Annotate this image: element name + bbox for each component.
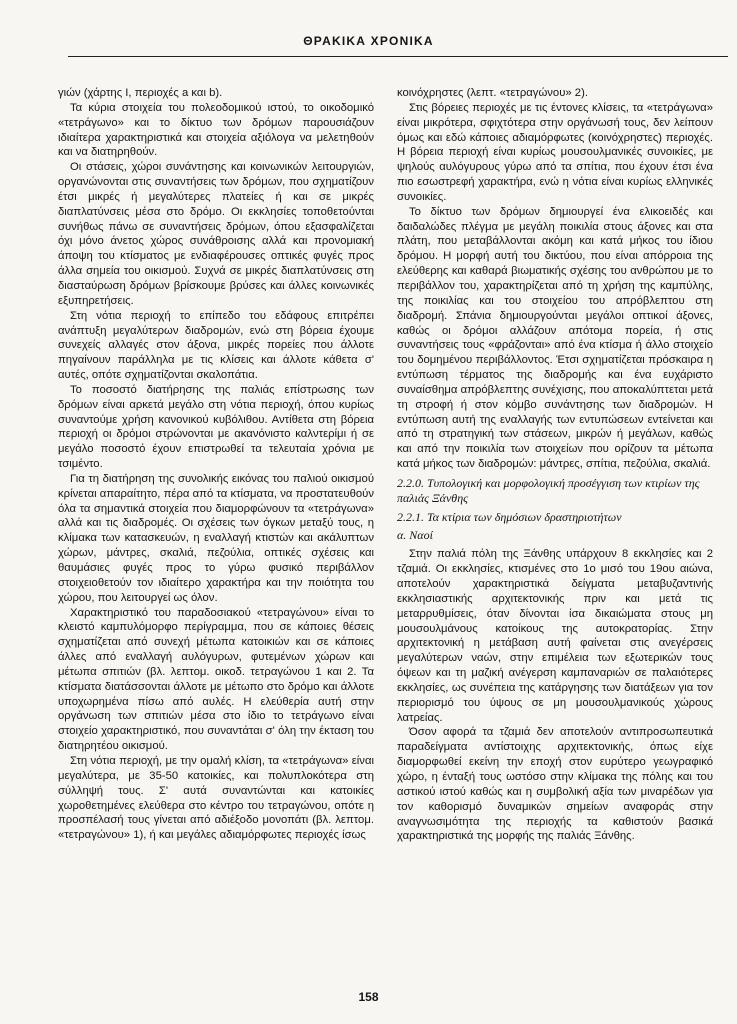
paragraph: Για τη διατήρηση της συνολικής εικόνας του παλιού οικισμού κρίνεται απαραίτητο, πέρα από τα κτίσματα, να προστατευθούν όλα τα σημαντικά στοιχεία που διαμορφώνουν τα «τετράγωνα» αλλά και τις διαδρομές. Οι σχέσεις των όγκων μεταξύ τους, η κλίμακα των κατασκευών, η εναλλαγή κτιστών και ακάλυπτων χώρων, μάντρες, σκαλιά, πεζούλια, οπτικές σχέσεις και θαυμάσιες φυγές προς το γύρω φυσικό περιβάλλον στοιχειοθετούν τον ιδιαίτερο χαρακτήρα και την ποιότητα του χώρου, που λειτουργεί ως όλον. <box>58 472 374 604</box>
paragraph: Στις βόρειες περιοχές με τις έντονες κλίσεις, τα «τετράγωνα» είναι μικρότερα, σφιχτότερα στην οργάνωσή τους, δεν λείπουν όμως και εδώ κάποιες αδιαμόρφωτες (κοινόχρηστες) περιοχές. Η βόρεια περιοχή είναι κυρίως μουσουλμανικές συνοικίες, με ψηλούς αυλόγυρους γύρω από τα σπίτια, που έχουν έτσι ένα πιο εσωστρεφή χαρακτήρα, ενώ η νότια είναι κυρίως ελληνικές συνοικίες. <box>397 101 713 203</box>
paragraph: Χαρακτηριστικό του παραδοσιακού «τετραγώνου» είναι το κλειστό καμπυλόμορφο περίγραμμα, που σε κάποιες θέσεις σχηματίζεται από συνεχή μέτωπα κατοικιών και σε κάποιες άλλες από εναλλαγή αυλόγυρων, φυτεμένων χώρων και μέτωπα σπιτιών (βλ. λεπτομ. οικοδ. τετραγώνου 1 και 2. Τα κτίσματα διατάσσονται άλλοτε με μέτωπο στο δρόμο και άλλοτε υποχωρημένα πίσω από αυλές. Η ελεύθερία αυτή στην οργάνωση των σπιτιών μέσα στο ίδιο το τετράγωνο είναι στοιχείο χαρακτηριστικό, που συναντάται σ' όλη την έκταση του διατηρητέου οικισμού. <box>58 606 374 753</box>
paragraph: Οι στάσεις, χώροι συνάντησης και κοινωνικών λειτουργιών, οργανώνονται στις συναντήσεις των δρόμων, που σχηματίζουν έτσι μικρές ή μεγαλύτερες πλατείες ή και σε μικρές διαπλατύνσεις μέσα στο δρόμο. Οι εκκλησίες τοποθετούνται συνήθως πάνω σε συναντήσεις δρόμων, όπου εξασφαλίζεται όχι μόνο άνετος χώρος συνάθροισης αλλά και προνομιακή άποψη του κτίσματος με ενδιαφέρουσες οπτικές φυγές προς άλλα σημεία του οικισμού. Συχνά σε μικρές διαπλατύνσεις στη διασταύρωση δρόμων βρίσκουμε βρύσες και άλλες κοινωνικές εξυπηρετήσεις. <box>58 161 374 307</box>
paragraph: Όσον αφορά τα τζαμιά δεν αποτελούν αντιπροσωπευτικά παραδείγματα αντίστοιχης αρχιτεκτονικής, όπως είχε διαμορφωθεί εκείνη την εποχή στον ευρύτερο γεωγραφικό χώρο, η ένταξή τους ωστόσο στην κλίμακα της πόλης και του αστικού ιστού καθώς και η συμβολική αξία των μιναρέδων για τον καθορισμό δυναμικών σημείων αναφοράς στην αναγνωσιμότητα της περιοχής τα καθιστούν βασικά χαρακτηριστικά της μορφής της παλιάς Ξάνθης. <box>397 726 713 843</box>
subsection-heading: 2.2.1. Τα κτίρια των δημόσιων δραστηριοτήτων <box>397 509 622 524</box>
right-column <box>397 86 713 844</box>
paragraph: κοινόχρηστες (λεπτ. «τετραγώνου» 2). <box>397 87 588 99</box>
paragraph: Στη νότια περιοχή το επίπεδο του εδάφους επιτρέπει ανάπτυξη μεγαλύτερων διαδρομών, ενώ στη βόρεια έχουμε συνεχείς αλλαγές στον άξονα, μικρές πορείες που άλλοτε πηγαίνουν παράλληλα με τις κλίσεις και άλλοτε κάθετα σ' αυτές, οπότε σχηματίζονται σκαλοπάτια. <box>58 309 374 382</box>
paragraph: Το δίκτυο των δρόμων δημιουργεί ένα ελικοειδές και δαιδαλώδες πλέγμα με μεγάλη ποικιλία στους άξονες και στα πλάτη, που μεταβάλλονται ακόμη και κατά μήκος του ίδιου δρόμου. Η μορφή αυτή του δικτύου, που είναι απόρροια της ελεύθερης και καθαρά βιωματικής σχέσης του ανθρώπου με το περιβάλλον του, χαρακτηρίζεται από τη χρήση της καμπύλης, της ποικιλίας και του στοιχείου του απρόβλεπτου στη διαδρομή. Σπάνια δημιουργούνται μεγάλοι οπτικοί άξονες, καθώς οι δρόμοι αλλάζουν απότομα πορεία, ή στις συναντήσεις τους «φράζονται» από ένα κτίσμα ή άλλο στοιχείο του δομημένου περιβάλλοντος. Έτσι σχηματίζεται πρόσκαιρα η εντύπωση τέρματος της διαδρομής και ένα ευχάριστο συναίσθημα απρόβλεπτης συνέχισης, που αποκαλύπτεται μετά τη στροφή ή στον κόμβο συνάντησης των διαδρομών. Η εντύπωση αυτή της εναλλαγής των εντυπώσεων εντείνεται και από τη στρατηγική των στάσεων, μικρών ή μεγάλων, καθώς και από την ποικιλία των στοιχείων που ορίζουν τα μέτωπα κατά μήκος των διαδρομών: μάντρες, σπίτια, πεζούλια, σκαλιά. <box>397 205 713 471</box>
running-head: ΘΡΑΚΙΚΑ ΧΡΟΝΙΚΑ <box>303 34 434 48</box>
header-rule <box>68 56 728 57</box>
paragraph: Το ποσοστό διατήρησης της παλιάς επίστρωσης των δρόμων είναι αρκετά μεγάλο στη νότια περιοχή, όπου κυρίως συναντούμε χρήση κανονικού κυβόλιθου. Αντίθετα στη βόρεια περιοχή οι δρόμοι στρώνονται με ακανόνιστο καλντερίμι ή σε μεγάλο ποσοστό έχουν επιστρωθεί τα τελευταία χρόνια με τσιμέντο. <box>58 383 374 471</box>
paragraph: γιών (χάρτης Ι, περιοχές a και b). <box>58 87 223 99</box>
page-number: 158 <box>358 990 379 1004</box>
section-heading: 2.2.0. Τυπολογική και μορφολογική προσέγγιση των κτιρίων της παλιάς Ξάνθης <box>397 475 700 505</box>
paragraph: Στη νότια περιοχή, με την ομαλή κλίση, τα «τετράγωνα» είναι μεγαλύτερα, με 35-50 κατοικίες, και πολυπλοκότερα στη σύλληψή τους. Σ' αυτά συναντώνται και κατοικίες χωροθετημένες ελεύθερα στο κέντρο του τετραγώνου, οπότε η προσπέλασή τους γίνεται από αδιέξοδο μονοπάτι (βλ. λεπτομ. «τετραγώνου» 1), ή και μεγάλες αδιαμόρφωτες περιοχές ίσως <box>58 754 374 842</box>
paragraph: Στην παλιά πόλη της Ξάνθης υπάρχουν 8 εκκλησίες και 2 τζαμιά. Οι εκκλησίες, κτισμένες στο 1ο μισό του 19ου αιώνα, αποτελούν χαρακτηριστικά δείγματα μεταβυζαντινής εκκλησιαστικής αρχιτεκτονικής πριν και μετά τις μεταρρυθμίσεις, όταν δίνονται ίσα δικαιώματα στους μη μουσουλμάνους κατοίκους της αυτοκρατορίας. Στην αρχιτεκτονική η μετάβαση αυτή φαίνεται στις ανεγέρσεις μεγαλύτερων ναών, στην επιμέλεια των εξωτερικών τους όψεων και τη μαζική ανέγερση καμπαναριών σε παλαιότερες εκκλησίες, ως συνέπεια της κατάργησης των διατάξεων για τον περιορισμό του ύψους σε μη μουσουλμανικούς χώρους λατρείας. <box>397 548 713 724</box>
subsubsection-heading: α. Ναοί <box>397 528 433 543</box>
paragraph: Τα κύρια στοιχεία του πολεοδομικού ιστού, το οικοδομικό «τετράγωνο» και το δίκτυο των δρόμων παρουσιάζουν ιδιαίτερα χαρακτηριστικά και στοιχεία αξιόλογα να μελετηθούν και να διατηρηθούν. <box>58 101 374 159</box>
left-column <box>58 86 374 843</box>
